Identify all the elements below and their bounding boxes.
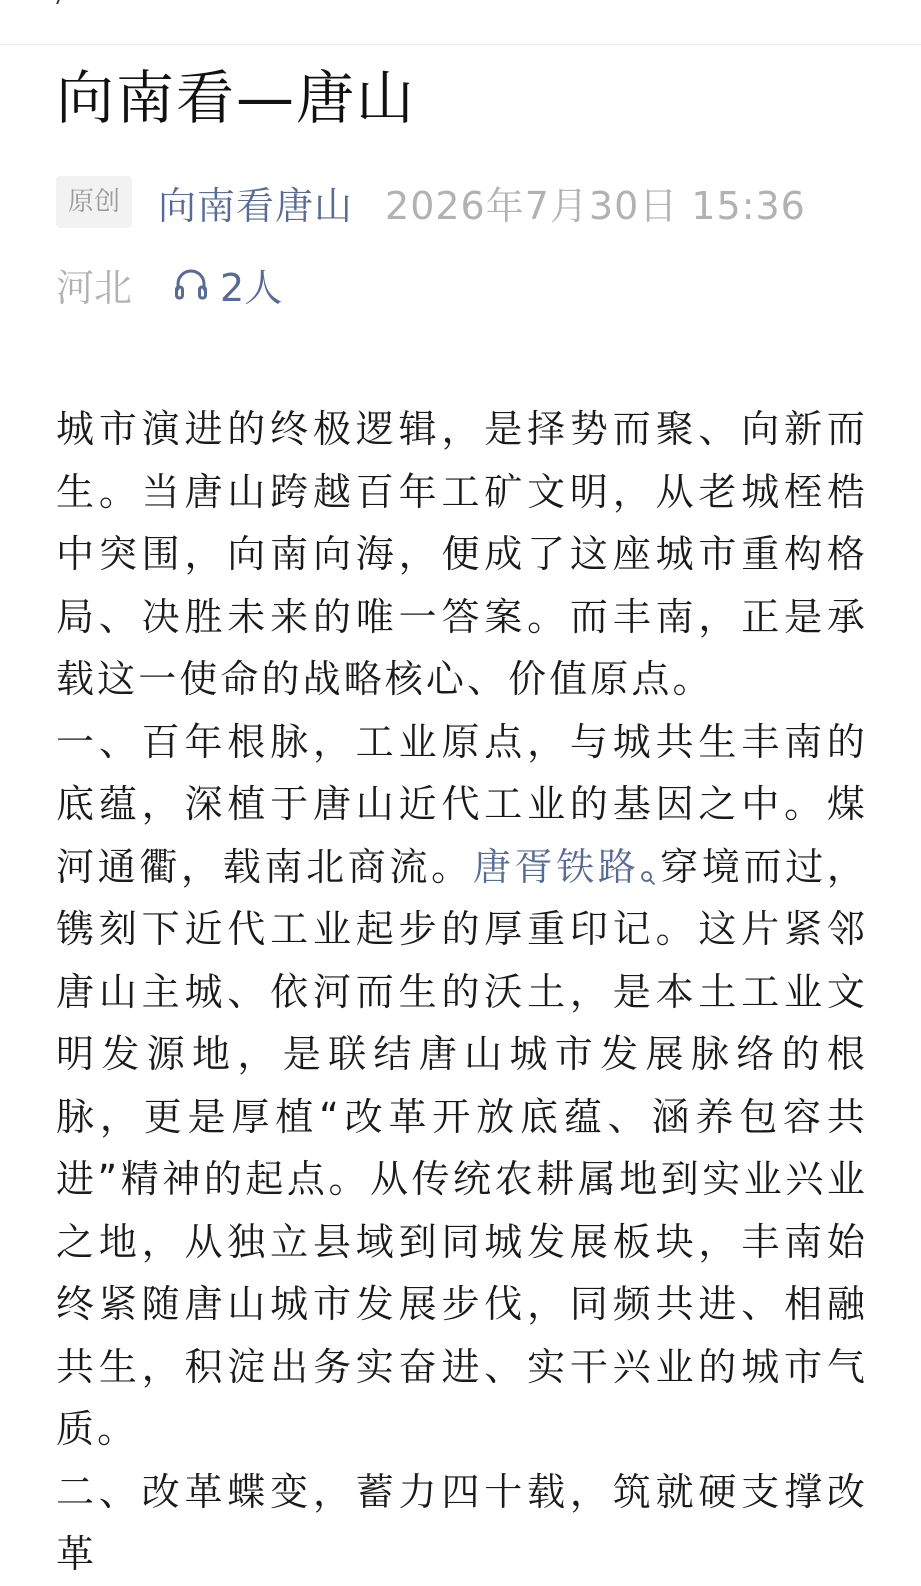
article-meta xyxy=(56,174,806,230)
publish-time: 2026年7月30日 15:36 xyxy=(385,183,806,228)
back-icon[interactable] xyxy=(56,0,72,4)
search-icon[interactable] xyxy=(640,842,656,858)
original-tag: 原创 xyxy=(56,176,132,228)
article-meta-secondary xyxy=(56,256,282,312)
paragraph-text: 一、百年根脉，工业原点，与城共生丰南的底蕴，深植于唐山近代工业的基因之中。煤河通衢，载南北商流。 xyxy=(56,719,868,889)
paragraph: 二、改革蝶变，蓄力四十载，筑就硬支撑改革 xyxy=(56,1469,868,1576)
paragraph: 城市演进的终极逻辑，是择势而聚、向新而生。当唐山跨越百年工矿文明，从老城桎梏中突围，向南向海，便成了这座城市重构格局、决胜未来的唯一答案。而丰南，正是承载这一使命的战略核心、价值原点。 xyxy=(56,407,868,701)
location: 河北 xyxy=(56,265,133,310)
top-bar xyxy=(0,0,921,45)
paragraph-text: 穿境而过，镌刻下近代工业起步的厚重印记。这片紧邻唐山主城、依河而生的沃土，是本土工业文明发源地，是联结唐山城市发展脉络的根脉，更是厚植“改革开放底蕴、涵养包容共进”精神的起点。从传统农耕属地到实业兴业之地，从独立县域到同城发展板块，丰南始终紧随唐山城市发展步伐，同频共进、相融共生，积淀出务实奋进、实干兴业的城市气质。 xyxy=(56,844,868,1451)
article-body xyxy=(56,398,868,1586)
listen-count[interactable]: 2人 xyxy=(220,265,283,310)
paragraph xyxy=(56,711,868,1461)
headphones-icon[interactable] xyxy=(172,265,210,303)
account-name-link[interactable]: 向南看唐山 xyxy=(158,183,354,228)
article-title: 向南看—唐山 xyxy=(56,64,417,132)
search-link[interactable]: 唐胥铁路 xyxy=(472,844,640,889)
